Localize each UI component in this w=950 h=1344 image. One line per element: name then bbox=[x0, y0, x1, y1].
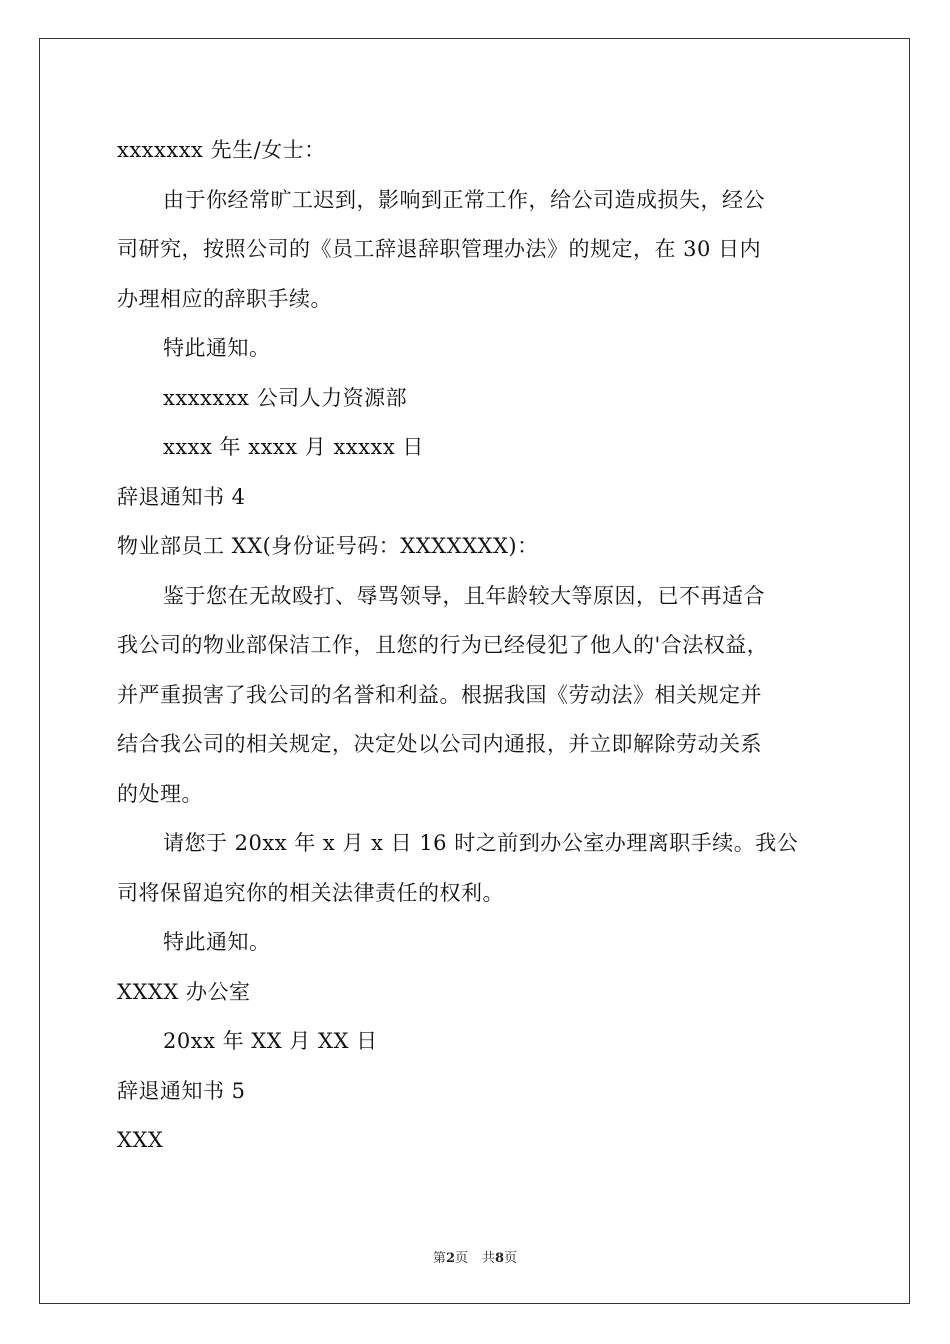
paragraph-line: 办理相应的辞职手续。 bbox=[117, 286, 332, 311]
paragraph-line: 结合我公司的相关规定，决定处以公司内通报，并立即解除劳动关系 bbox=[117, 732, 762, 756]
signature-date: 20xx 年 XX 月 XX 日 bbox=[163, 1029, 378, 1053]
paragraph-line: 的处理。 bbox=[117, 781, 203, 806]
paragraph-line: 我公司的物业部保洁工作，且您的行为已经侵犯了他人的'合法权益， bbox=[117, 633, 769, 657]
paragraph-line: 司研究，按照公司的《员工辞退辞职管理办法》的规定，在 30 日内 bbox=[117, 237, 762, 261]
paragraph-line: 鉴于您在无故殴打、辱骂领导，且年龄较大等原因，已不再适合 bbox=[163, 583, 765, 608]
paragraph-line: 请您于 20xx 年 x 月 x 日 16 时之前到办公室办理离职手续。我公 bbox=[163, 831, 799, 855]
page-total: 8 bbox=[495, 1251, 505, 1266]
section-heading: 辞退通知书 4 bbox=[117, 484, 246, 509]
page-footer bbox=[0, 1247, 950, 1266]
page-suffix: 页 bbox=[454, 1251, 468, 1266]
signature-office: XXXX 办公室 bbox=[117, 979, 251, 1004]
page-current: 2 bbox=[445, 1251, 455, 1266]
signature-date: xxxx 年 xxxx 月 xxxxx 日 bbox=[163, 435, 424, 459]
document-body bbox=[117, 126, 837, 1166]
total-suffix: 页 bbox=[504, 1251, 518, 1266]
salutation: 物业部员工 XX(身份证号码：XXXXXXX)： bbox=[117, 534, 539, 558]
closing-notice: 特此通知。 bbox=[163, 336, 271, 360]
section-heading: 辞退通知书 5 bbox=[117, 1078, 246, 1103]
total-prefix: 共 bbox=[482, 1251, 496, 1266]
salutation: xxxxxxx 先生/女士： bbox=[117, 138, 326, 162]
salutation: XXX bbox=[117, 1128, 164, 1152]
signature-department: xxxxxxx 公司人力资源部 bbox=[163, 385, 408, 410]
page-prefix: 第 bbox=[432, 1251, 446, 1266]
paragraph-line: 司将保留追究你的相关法律责任的权利。 bbox=[117, 880, 504, 905]
paragraph-line: 并严重损害了我公司的名誉和利益。根据我国《劳动法》相关规定并 bbox=[117, 682, 762, 707]
closing-notice: 特此通知。 bbox=[163, 930, 271, 954]
paragraph-line: 由于你经常旷工迟到，影响到正常工作，给公司造成损失，经公 bbox=[163, 187, 765, 212]
